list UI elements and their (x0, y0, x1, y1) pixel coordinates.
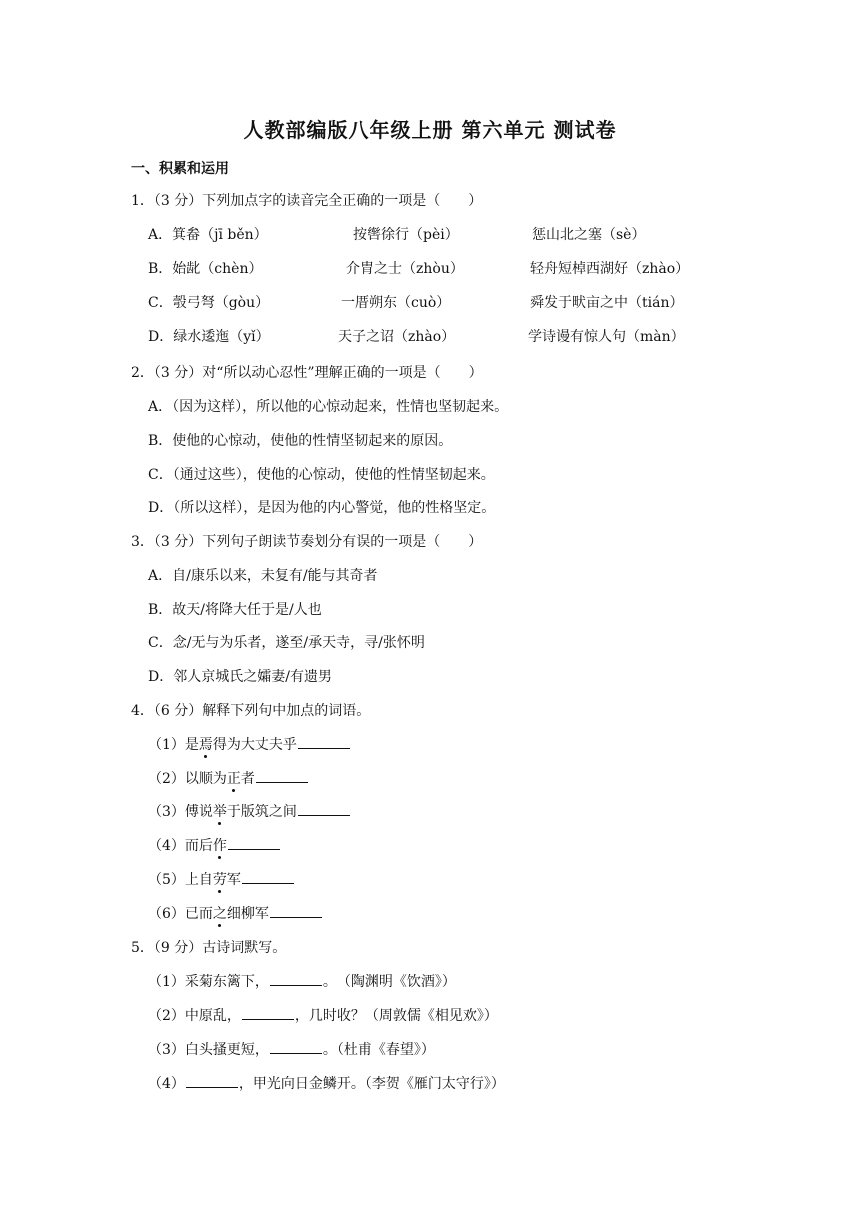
item-text: 者 (240, 771, 255, 787)
q1-option-b-word-2: 介胄之士（zhòu） (346, 261, 464, 277)
answer-blank[interactable] (256, 769, 308, 783)
q3-option-a[interactable]: A．自/康乐以来，未复有/能与其奇者 (148, 568, 378, 584)
answer-blank[interactable] (186, 1074, 238, 1088)
q2-option-d[interactable]: D．（所以这样），是因为他的内心警觉，他的性格坚定。 (148, 500, 496, 516)
question-4-stem: 4．（6 分）解释下列句中加点的词语。 (131, 703, 371, 719)
q4-item-5 (148, 869, 295, 889)
q3-option-d[interactable]: D．邻人京城氏之孀妻/有遗男 (148, 669, 332, 685)
item-text: （3）傅说 (148, 804, 213, 820)
q1-option-c-word-3: 舜发于畎亩之中（tián） (530, 295, 684, 311)
q3-option-c[interactable]: C．念/无与为乐者，遂至/承天寺，寻/张怀明 (148, 635, 425, 651)
dotted-char: 焉 (198, 737, 213, 753)
q2-option-c[interactable]: C．（通过这些），使他的心惊动，使他的性情坚韧起来。 (148, 467, 495, 483)
dotted-char: 劳 (212, 872, 227, 888)
q4-item-6 (148, 903, 323, 923)
question-3-stem: 3．（3 分）下列句子朗读节奏划分有误的一项是（ ） (131, 534, 483, 550)
dotted-char: 作 (212, 838, 227, 854)
option-text: 彀弓弩（gòu） (172, 295, 270, 311)
option-text: 箕畚（jī běn） (172, 227, 268, 243)
q5-item-3 (148, 1039, 435, 1059)
item-text: （3）白头搔更短， (148, 1042, 269, 1058)
q5-item-1 (148, 971, 456, 991)
question-2-stem: 2．（3 分）对“所以动心忍性”理解正确的一项是（ ） (131, 365, 483, 381)
item-text: 军 (226, 872, 241, 888)
answer-blank[interactable] (228, 836, 280, 850)
q2-option-b[interactable]: B．使他的心惊动，使他的性情坚韧起来的原因。 (148, 433, 453, 449)
dotted-char: 之 (212, 906, 227, 922)
option-label: B． (148, 261, 173, 277)
option-label: A． (148, 227, 173, 243)
answer-blank[interactable] (298, 802, 350, 816)
item-text: 得为大丈夫乎 (212, 737, 297, 753)
q5-item-2 (148, 1005, 498, 1025)
option-label: D． (148, 329, 174, 345)
item-text: （4） (148, 1076, 185, 1092)
q4-item-3 (148, 801, 351, 821)
item-text: （2）以顺为 (148, 771, 227, 787)
q1-option-b-word-3: 轻舟短棹西湖好（zhào） (530, 261, 690, 277)
answer-blank[interactable] (242, 1006, 294, 1020)
item-text: （1）是 (148, 737, 199, 753)
item-text: （2）中原乱， (148, 1008, 241, 1024)
option-text: 绿水逶迤（yǐ） (173, 329, 270, 345)
q1-option-b[interactable] (148, 258, 262, 278)
q1-option-d[interactable] (148, 326, 270, 346)
item-text: 细柳军 (226, 906, 269, 922)
option-text: 始龀（chèn） (172, 261, 263, 277)
item-text: （5）上自 (148, 872, 213, 888)
q1-option-d-word-2: 天子之诏（zhào） (338, 329, 456, 345)
item-text: 。 （陶渊明《饮酒》） (322, 974, 456, 990)
item-text: 于版筑之间 (226, 804, 297, 820)
q4-item-4 (148, 835, 281, 855)
q1-option-a-word-2: 按辔徐行（pèi） (353, 227, 459, 243)
q1-option-d-word-3: 学诗谩有惊人句（màn） (528, 329, 685, 345)
item-text: ，几时收？（周敦儒《相见欢》） (294, 1008, 498, 1024)
q1-option-c[interactable] (148, 292, 269, 312)
q1-option-a[interactable] (148, 224, 268, 244)
page-title: 人教部编版八年级上册 第六单元 测试卷 (243, 118, 617, 142)
question-5-stem: 5．（9 分）古诗词默写。 (131, 940, 287, 956)
dotted-char: 正 (226, 771, 241, 787)
item-text: （6）已而 (148, 906, 213, 922)
answer-blank[interactable] (270, 1040, 322, 1054)
q4-item-1 (148, 734, 351, 754)
q1-option-c-word-2: 一厝朔东（cuò） (341, 295, 451, 311)
q5-item-4 (148, 1073, 505, 1093)
answer-blank[interactable] (270, 904, 322, 918)
item-text: 。（杜甫《春望》） (322, 1042, 435, 1058)
item-text: （1）采菊东篱下， (148, 974, 269, 990)
q3-option-b[interactable]: B．故天/将降大任于是/人也 (148, 602, 322, 618)
answer-blank[interactable] (242, 870, 294, 884)
q2-option-a[interactable]: A．（因为这样），所以他的心惊动起来，性情也坚韧起来。 (148, 399, 509, 415)
section-heading: 一、积累和运用 (131, 161, 229, 177)
q1-option-a-word-3: 惩山北之塞（sè） (532, 227, 646, 243)
question-1-stem: 1．（3 分）下列加点字的读音完全正确的一项是（ ） (131, 193, 483, 209)
dotted-char: 举 (212, 804, 227, 820)
item-text: ，甲光向日金鳞开。（李贺《雁门太守行》） (238, 1076, 505, 1092)
q4-item-2 (148, 768, 309, 788)
option-label: C． (148, 295, 173, 311)
answer-blank[interactable] (298, 735, 350, 749)
item-text: （4）而后 (148, 838, 213, 854)
answer-blank[interactable] (270, 972, 322, 986)
